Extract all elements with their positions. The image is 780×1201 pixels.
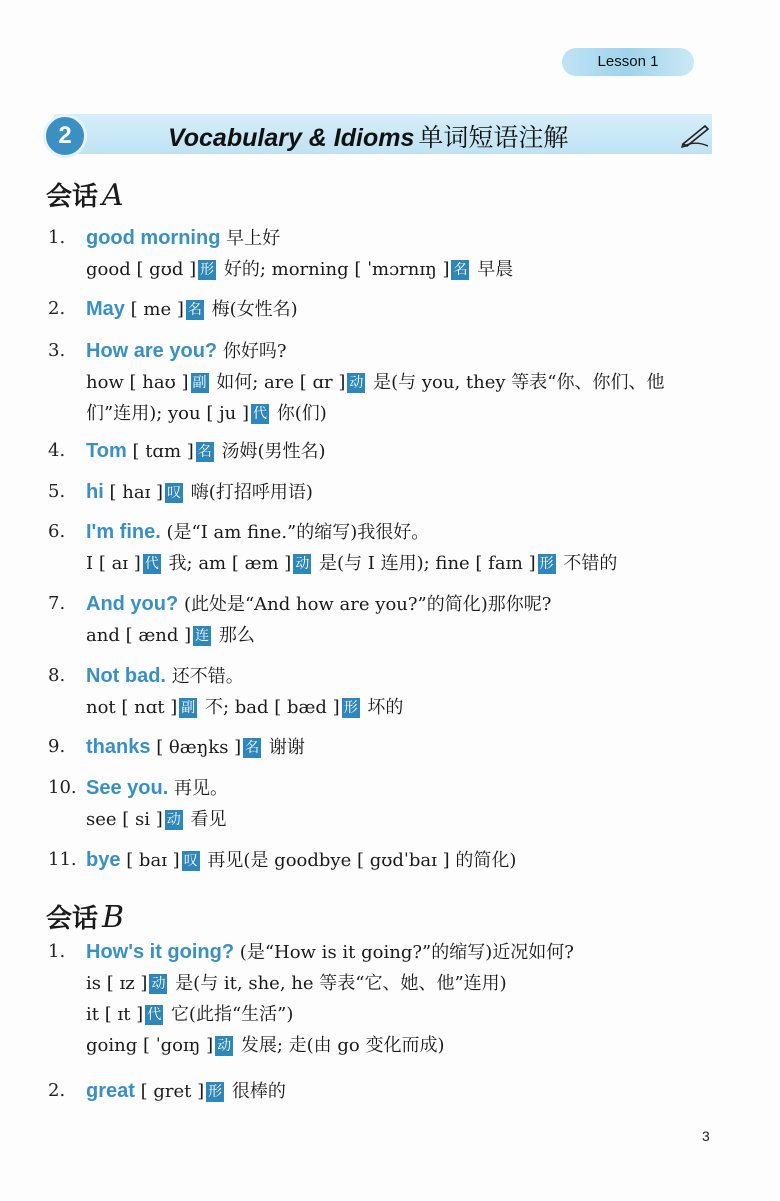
entry-text: 发展; 走(由 go 变化而成) [235,1035,445,1056]
entry-line [86,255,513,281]
entry-text: 谢谢 [263,737,305,758]
entry-text: 再见(是 goodbye [ gʊdˈbaɪ ] 的简化) [201,850,517,871]
entry-number: 4. [48,440,66,461]
entry-text: is [ ɪz ] [86,973,148,994]
entry-line [86,518,429,544]
entry-text: 那么 [213,625,255,646]
dialogue-b-heading [46,898,124,935]
entry-line [86,621,255,647]
entry-text: 如何; are [ ɑr ] [210,372,346,393]
entry-number: 2. [48,1080,66,1101]
part-of-speech-badge: 形 [343,700,358,716]
entry-text: how [ haʊ ] [86,372,189,393]
entry-text: 是(与 you, they 等表“你、你们、他 [367,372,665,393]
entry-line [86,805,226,831]
entry-line [86,846,516,872]
entry-number: 1. [48,941,66,962]
entry-line [86,662,244,688]
entry-text: 还不错。 [166,666,244,687]
entry-text: (是“How is it going?”的缩写)近况如何? [234,942,574,963]
entry-line [86,774,228,800]
entry-line [86,368,664,394]
pen-icon [680,120,710,148]
entry-text: 嗨(打招呼用语) [185,482,313,503]
entry-line [86,549,617,575]
entry-text: it [ ɪt ] [86,1004,144,1025]
entry-line [86,733,305,759]
entry-number: 1. [48,227,66,248]
entry-line [86,224,280,250]
vocab-term: bye [86,849,121,871]
entry-text: 你(们) [271,403,327,424]
part-of-speech-badge: 形 [539,556,554,572]
part-of-speech-badge: 形 [200,262,215,278]
part-of-speech-badge: 叹 [167,485,182,501]
part-of-speech-badge: 代 [147,1007,162,1023]
page-number: 3 [702,1128,710,1144]
entry-line [86,1077,286,1103]
entry-line [86,295,298,321]
entry-number: 10. [48,777,77,798]
part-of-speech-badge: 代 [253,406,267,422]
entry-number: 6. [48,521,66,542]
dialogue-b-label: 会话 [46,904,99,934]
entry-text: good [ gʊd ] [86,259,197,280]
entry-text: 你好吗? [217,341,287,362]
part-of-speech-badge: 名 [197,444,212,460]
entry-text: 不; bad [ bæd ] [199,697,340,718]
entry-text: 是(与 it, she, he 等表“它、她、他”连用) [169,973,507,994]
part-of-speech-badge: 副 [181,700,196,716]
vocab-term: And you? [86,593,179,615]
entry-number: 2. [48,298,66,319]
entry-line [86,1000,293,1026]
dialogue-a-label: 会话 [46,182,99,212]
entry-text: 我; am [ æm ] [162,553,292,574]
entry-line [86,693,403,719]
entry-text: 们”连用); you [ ju ] [86,403,249,424]
entry-text: 汤姆(男性名) [215,441,326,462]
entry-text: [ tɑm ] [126,441,194,462]
part-of-speech-badge: 副 [192,375,207,391]
part-of-speech-badge: 代 [144,556,159,572]
entry-text: 再见。 [168,778,228,799]
vocab-term: How's it going? [86,941,235,963]
entry-text: going [ ˈgoɪŋ ] [86,1035,214,1056]
dialogue-b-letter: B [102,900,125,935]
entry-number: 5. [48,481,66,502]
part-of-speech-badge: 名 [453,262,468,278]
entry-text: and [ ænd ] [86,625,192,646]
entry-text: I [ aɪ ] [86,553,141,574]
entry-line [86,337,287,363]
entry-line [86,399,327,425]
part-of-speech-badge: 动 [151,976,166,992]
entry-text: [ baɪ ] [120,850,180,871]
vocab-term: great [86,1080,135,1102]
entry-text: [ gret ] [134,1081,205,1102]
entry-line [86,437,326,463]
part-of-speech-badge: 动 [349,375,364,391]
entry-text: 是(与 I 连用); fine [ faɪn ] [313,553,536,574]
entry-text: (此处是“And how are you?”的简化)那你呢? [178,594,552,615]
section-title [168,118,568,154]
entry-text: [ me ] [124,299,184,320]
dialogue-a-letter: A [102,178,124,213]
section-number: 2 [43,114,87,158]
vocab-term: thanks [86,736,151,758]
entry-number: 11. [48,849,77,870]
entry-line [86,1031,444,1057]
entry-text: 坏的 [361,697,404,718]
vocab-term: I'm fine. [86,521,161,543]
entry-line [86,969,507,995]
entry-text: (是“I am fine.”的缩写)我很好。 [160,522,430,543]
entry-text: 梅(女性名) [205,299,298,320]
entry-number: 7. [48,593,66,614]
entry-number: 3. [48,340,66,361]
entry-text: [ θæŋks ] [150,737,242,758]
part-of-speech-badge: 动 [166,812,181,828]
entry-text: 很棒的 [226,1081,286,1102]
entry-text: 早上好 [220,228,281,249]
entry-line [86,590,551,616]
entry-text: 它(此指“生活”) [165,1004,294,1025]
vocab-term: good morning [86,227,221,249]
section-title-zh: 单词短语注解 [418,123,569,152]
entry-text: not [ nɑt ] [86,697,178,718]
part-of-speech-badge: 动 [217,1038,232,1054]
part-of-speech-badge: 连 [195,628,210,644]
vocab-term: See you. [86,777,169,799]
entry-text: see [ si ] [86,809,163,830]
vocab-term: May [86,298,125,320]
entry-text: 看见 [184,809,227,830]
entry-text: 早晨 [471,259,514,280]
entry-line [86,478,313,504]
part-of-speech-badge: 形 [208,1084,223,1100]
vocab-term: Not bad. [86,665,166,687]
entry-number: 8. [48,665,66,686]
entry-text: [ haɪ ] [103,482,164,503]
part-of-speech-badge: 叹 [183,853,198,869]
dialogue-a-heading [46,176,124,213]
part-of-speech-badge: 名 [187,302,202,318]
vocab-term: Tom [86,440,127,462]
part-of-speech-badge: 动 [295,556,310,572]
entry-text: 不错的 [557,553,618,574]
lesson-tab: Lesson 1 [562,48,694,76]
vocab-term: How are you? [86,340,218,362]
section-title-en: Vocabulary & Idioms [168,124,415,152]
entry-number: 9. [48,736,66,757]
entry-text: 好的; morning [ ˈmɔrnɪŋ ] [218,259,450,280]
part-of-speech-badge: 名 [245,740,260,756]
entry-line [86,938,574,964]
vocab-term: hi [86,481,104,503]
